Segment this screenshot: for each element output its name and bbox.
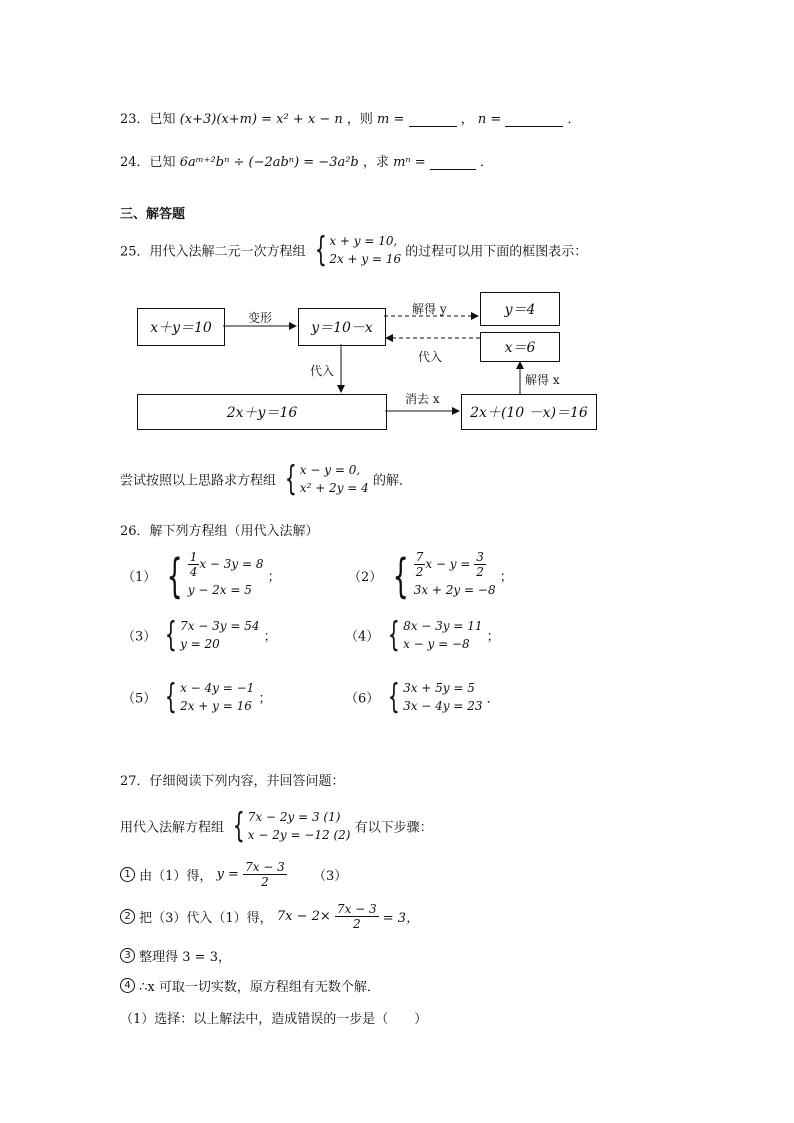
- q25-try-suffix: 的解．: [372, 473, 412, 489]
- q23-number: 23．已知: [120, 112, 176, 127]
- q25-try-prefix: 尝试按照以上思路求方程组: [120, 473, 277, 489]
- frac-den: 2: [415, 565, 424, 579]
- q26-item-1-eq1: x − 3y = 8: [199, 557, 264, 571]
- q26-item-1-label: （1）: [122, 570, 157, 585]
- q26-item-2-end: ；: [499, 570, 513, 585]
- q24-target: mⁿ =: [393, 155, 426, 170]
- frac-num: 3: [476, 550, 484, 564]
- q26-item-5: [122, 679, 271, 715]
- q26-item-2-system: { $\frac{7}{2}$ x − y = $\frac{3}{2}$ 3x + 2y = −8: [393, 548, 496, 603]
- q26-item-4-eq1: 8x − 3y = 11: [403, 619, 483, 633]
- q26-item-6-label: （6）: [345, 691, 380, 707]
- q25-sys-line1: x + y = 10,: [329, 234, 398, 248]
- q25-try: [120, 461, 412, 497]
- q26-item-5-label: （5）: [122, 691, 157, 707]
- label-solve-x: 解得 x: [525, 373, 560, 387]
- q26-item-5-end: ；: [258, 691, 272, 707]
- q26-item-1-end: ；: [267, 570, 281, 585]
- box-substituted-equation: 2x＋(10 －x)＝16: [461, 394, 597, 430]
- step-4-text: ∴x 可取一切实数，原方程组有无数个解．: [139, 980, 380, 995]
- q26-title: 26．解下列方程组（用代入法解）: [120, 524, 319, 539]
- label-substitute-back: 代入: [418, 350, 443, 364]
- q26-item-4-end: ；: [486, 629, 500, 645]
- q26-item-6-eq2: 3x − 4y = 23: [403, 699, 483, 713]
- step-2-rhs: = 3，: [382, 911, 420, 926]
- q26-item-5-system: { x − 4y = −1 2x + y = 16: [165, 677, 255, 717]
- q27-sys-line2: x − 2y = −12 (2): [247, 828, 351, 842]
- q23-m-label: m =: [377, 112, 405, 127]
- q26-item-4: [345, 617, 500, 653]
- q23-n-label: n =: [477, 112, 502, 127]
- label-eliminate-x: 消去 x: [405, 392, 440, 406]
- frac-num: 7: [415, 550, 424, 564]
- q27-intro: [120, 808, 433, 844]
- q24-number: 24．已知: [120, 155, 176, 170]
- q26-item-3-end: ；: [263, 629, 277, 645]
- q26-item-4-eq2: x − y = −8: [403, 637, 470, 651]
- q26-item-3-eq2: y = 20: [180, 637, 220, 651]
- step-2-circle: 2: [120, 909, 135, 924]
- q25-try-system: { x − y = 0, x² + 2y = 4: [285, 459, 369, 499]
- q27-system: { 7x − 2y = 3 (1) x − 2y = −12 (2): [233, 806, 351, 846]
- q25-system: { x + y = 10, 2x + y = 16: [314, 230, 402, 270]
- step-1-lhs: y =: [216, 867, 239, 882]
- q27-sys-line1: 7x − 2y = 3 (1): [247, 810, 341, 824]
- q26-item-1: [122, 550, 281, 601]
- flowchart-arrows: [0, 0, 794, 500]
- q27-intro-text: 用代入法解方程组: [120, 820, 225, 836]
- question-23: 23．已知 (x+3)(x+m) = x² + x − n ，则 m = ， n = ．: [120, 112, 581, 127]
- q23-end: ．: [567, 112, 581, 127]
- q26-item-3-eq1: 7x − 3y = 54: [180, 619, 260, 633]
- q26-item-2-eq2: 3x + 2y = −8: [413, 583, 496, 597]
- q26-item-6-eq1: 3x + 5y = 5: [403, 681, 475, 695]
- q27-step-4: [120, 976, 380, 995]
- q26-item-2: [348, 550, 513, 601]
- q24-mid: ，求: [362, 155, 389, 170]
- step-4-circle: 4: [120, 978, 135, 993]
- q26-item-4-label: （4）: [345, 629, 380, 645]
- q25-sys-line2: 2x + y = 16: [329, 252, 402, 266]
- q23-expression: (x+3)(x+m) = x² + x − n: [179, 112, 343, 127]
- label-transform: 变形: [248, 311, 273, 325]
- section-heading: 三、解答题: [120, 207, 186, 222]
- label-substitute-down: 代入: [310, 364, 335, 378]
- frac-num: 1: [189, 550, 198, 564]
- q26-item-3-label: （3）: [122, 629, 157, 645]
- step-1-tag: （3）: [312, 869, 348, 884]
- q27-step-3: [120, 946, 231, 965]
- q26-item-6-system: { 3x + 5y = 5 3x − 4y = 23: [388, 677, 483, 717]
- q24-expression: 6aᵐ⁺²bⁿ ÷ (−2abⁿ) = −3a²b: [179, 155, 359, 170]
- q24-end: ．: [479, 155, 493, 170]
- q25-prefix: 25．用代入法解二元一次方程组: [120, 244, 306, 260]
- frac-den: 2: [261, 875, 269, 889]
- box-2x-plus-y-16: 2x＋y＝16: [137, 394, 387, 430]
- frac-den: 2: [476, 565, 484, 579]
- q26-item-2-label: （2）: [348, 570, 383, 585]
- step-3-circle: 3: [120, 948, 135, 963]
- q23-separator: ，则: [346, 112, 373, 127]
- q25-try-line1: x − y = 0,: [299, 463, 361, 477]
- step-1-circle: 1: [120, 867, 135, 882]
- step-2-text: 把（3）代入（1）得，: [139, 911, 273, 926]
- q26-item-1-line1: [188, 550, 264, 579]
- q27-sub-question-1: （1）选择：以上解法中，造成错误的一步是（ ）: [120, 1012, 428, 1027]
- q27-step-1: [120, 860, 347, 889]
- q26-item-6: [345, 679, 500, 715]
- q26-item-3-system: { 7x − 3y = 54 y = 20: [165, 615, 260, 655]
- box-x-plus-y-10: x＋y＝10: [137, 308, 225, 346]
- q26-item-5-eq1: x − 4y = −1: [180, 681, 255, 695]
- q26-item-6-end: ．: [486, 691, 500, 707]
- q26-item-3: [122, 617, 277, 653]
- q27-intro-end: 有以下步骤：: [354, 820, 433, 836]
- box-y-equals-10-minus-x: y＝10－x: [298, 308, 386, 346]
- step-3-text: 整理得 3 = 3，: [139, 950, 231, 965]
- q26-item-2-eq1: x − y =: [425, 557, 471, 571]
- label-solve-y: 解得 y: [412, 302, 447, 316]
- q25-suffix: 的过程可以用下面的框图表示：: [405, 244, 588, 260]
- frac-num: 7x − 3: [245, 860, 285, 874]
- q27-step-2: [120, 902, 419, 931]
- frac-num: 7x − 3: [336, 902, 377, 916]
- q26-item-2-line1: [414, 550, 496, 579]
- box-x-equals-6: x＝6: [480, 332, 560, 362]
- q26-item-4-system: { 8x − 3y = 11 x − y = −8: [388, 615, 483, 655]
- q26-item-1-system: { $\frac{1}{4}$ x − 3y = 8 y − 2x = 5: [167, 548, 264, 603]
- step-1-text: 由（1）得，: [139, 869, 213, 884]
- q26-item-5-eq2: 2x + y = 16: [180, 699, 252, 713]
- q27-title: 27．仔细阅读下列内容，并回答问题：: [120, 774, 345, 789]
- frac-den: 4: [189, 565, 198, 579]
- frac-den: 2: [352, 917, 361, 931]
- step-2-lhs: 7x − 2×: [276, 909, 331, 924]
- q25-try-line2: x² + 2y = 4: [299, 481, 369, 495]
- box-y-equals-4: y＝4: [480, 292, 560, 326]
- q26-item-1-eq2: y − 2x = 5: [187, 583, 252, 597]
